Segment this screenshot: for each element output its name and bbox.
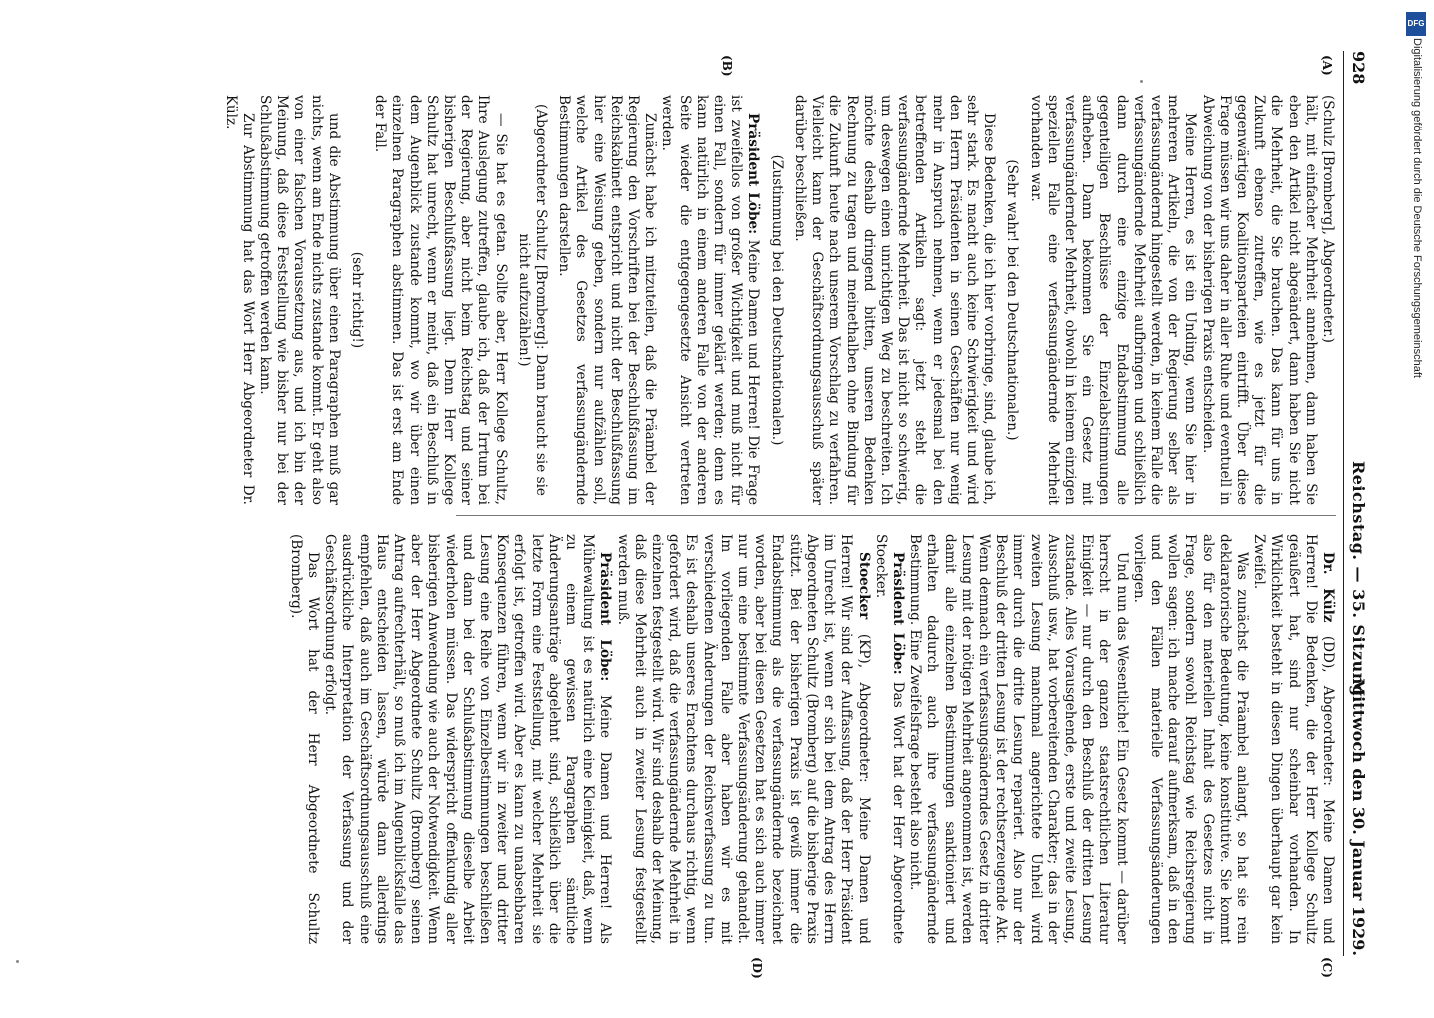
paragraph: Zur Abstimmung hat das Wort Herr Abgeordneter Dr. Külz. xyxy=(222,95,256,505)
paragraph: (Schulz [Bromberg], Abgeordneter.) xyxy=(1320,95,1336,343)
paragraph xyxy=(658,95,761,505)
paragraph xyxy=(872,534,906,944)
right-column xyxy=(287,534,1336,944)
speech-text: (KP), Abgeordneter: Meine Damen und Herren! Wir sind der Auffassung, daß der Herr Präsident im Unrecht ist, wenn er sich bei dem Antrag des Herrn Abgeordneten Schultz (Bromberg) auf die bisherige Praxis stützt. Bei der bisherigen Praxis ist gewiß immer die Endabstimmung als die verfassungändernde bezeichnet worden, aber bei diesen Gesetzen hat es sich auch immer nur um eine bestimmte Verfassungsänderung gehandelt. Im vorliegenden Falle aber haben wir es mit verschiedenen Änderungen der Reichsverfassung zu tun. Es ist deshalb unseres Erachtens durchaus richtig, wenn gefordert wird, daß die verfassungändernde Mehrheit in einzelnen festgestellt wird. Wir sind deshalb der Meinung, daß diese Mehrheit auch in zweiter Lesung festgestellt werden muß. xyxy=(614,534,872,944)
speaker-name: Stoecker xyxy=(855,552,872,620)
margin-letter-a: (A) xyxy=(1320,55,1334,76)
column-divider xyxy=(456,515,1336,516)
paragraph: hält, mit einfacher Mehrheit annehmen, dann haben Sie eben den Artikel nicht abgeändert, dann haben Sie nicht die Mehrheit, die Sie brauchen. Das kann für uns in Zukunft ebenso zutreffen, wie es jetzt für die gegenwärtigen Koalitionsparteien eintrifft. Über diese Frage müssen wir uns daher in aller Ruhe und eventuell in Abweichung von der bisherigen Praxis entscheiden. xyxy=(1199,95,1319,505)
side-credit xyxy=(1404,10,1430,990)
speaker-name: Präsident Löbe: xyxy=(745,113,762,235)
paragraph: und die Abstimmung über einen Paragraphen muß gar nichts, wenn am Ende nichts zustande kommt. Er geht also von einer falschen Voraussetzung aus, und ich bin der Meinung, daß diese Feststellung wie bisher nur bei der Schlußabstimmung getroffen werden kann. xyxy=(257,95,342,505)
margin-letter-d: (D) xyxy=(750,957,764,979)
interjection: (sehr richtig!) xyxy=(349,251,366,349)
speech-text: Meine Damen und Herren! Die Frage ist zweifellos von großer Wichtigkeit und muß nicht für einen Fall, sondern für immer geklärt werden; denn es kann natürlich in einem anderen Falle von der anderen Seite wieder die entgegengesetzte Ansicht vertreten werden. xyxy=(659,95,762,505)
page-header xyxy=(1343,51,1370,956)
paragraph xyxy=(613,534,871,944)
session-title: Reichstag. — 35. Sitzung. xyxy=(1349,461,1368,703)
speaker-name: Dr. Külz xyxy=(1320,552,1336,623)
dfg-logo: DFG xyxy=(1406,12,1426,36)
margin-letter-c: (C) xyxy=(1320,957,1334,978)
scan-speck xyxy=(1140,80,1143,83)
speech-text: Das Wort hat der Herr Abgeordnete Stoecker. xyxy=(872,534,906,944)
interjection: (Sehr wahr! bei den Deutschnationalen.) xyxy=(1004,159,1021,441)
page-number: 928 xyxy=(1349,51,1368,85)
paragraph: Diese Bedenken, die ich hier vorbringe, sind, glaube ich, sehr stark. Es macht auch keine Schwierigkeit und wird den Herrn Präsidenten in seinen Geschäften nur wenig mehr in Anspruch nehmen, wenn er jedesmal bei den betreffenden Artikeln sagt: jetzt steht die verfassungändernde Mehrheit. Das ist nicht so schwierig, um deswegen einen unrichtigen Weg zu beschreiten. Ich möchte deshalb dringend bitten, unseren Bedenken Rechnung zu tragen und meinethalben ohne Bindung für die Zukunft heute nach unserem Vorschlag zu verfahren. Vielleicht kann der Geschäftsordnungsausschuß später darüber beschließen. xyxy=(791,95,998,505)
speaker-name: Präsident Löbe: xyxy=(889,552,906,675)
margin-letter-b: (B) xyxy=(720,55,734,77)
session-date: Mittwoch den 30. Januar 1929. xyxy=(1349,678,1368,956)
left-column xyxy=(221,95,1336,505)
paragraph: Meine Herren, es ist ein Unding, wenn Sie hier in mehreren Artikeln, die von der Regierung selber als verfassungändernd hingestellt werden, in keinem Falle die verfassungändernde Mehrheit aufbringen und schließlich dann durch eine einzige Endabstimmung alle gegenteiligen Beschlüsse der Einzelabstimmungen aufheben. Dann bekommen Sie ein Gesetz mit verfassungändernder Mehrheit, obwohl in keinem einzigen speziellen Falle eine verfassungändernde Mehrheit vorhanden war. xyxy=(1027,95,1199,505)
paragraph: Und nun das Wesentliche! Ein Gesetz kommt — darüber herrscht in der ganzen staatsrechtlichen Literatur Einigkeit — nur durch den Beschluß der dritten Lesung zustande. Alles Vorausgehende, erste und zweite Lesung, Ausschuß usw., hat vorbereitenden Charakter; das in der zweiten Lesung manchmal angerichtete Unheil wird immer durch die dritte Lesung repariert. Also nur der Beschluß der dritten Lesung ist der rechtserzeugende Akt. Wenn demnach ein verfassungsänderndes Gesetz in dritter Lesung mit der nötigen Mehrheit angenommen ist, werden damit alle einzelnen Bestimmungen sanktioniert und erhalten dadurch auch ihre verfassungändernde Bestimmung. Eine Zweifelsfrage besteht also nicht. xyxy=(907,534,1130,944)
interjection: (Zustimmung bei den Deutschnationalen.) xyxy=(768,154,785,446)
paragraph xyxy=(1250,534,1336,944)
speaker-name: Präsident Löbe: xyxy=(597,552,614,682)
scan-speck xyxy=(16,960,19,963)
interjection: (Abgeordneter Schultz [Bromberg]: Dann braucht sie sie nicht aufzuzählen!) xyxy=(515,104,550,496)
paragraph xyxy=(321,534,613,944)
paragraph: Das Wort hat der Herr Abgeordnete Schultz (Bromberg). xyxy=(287,534,322,944)
paragraph: — Sie hat es getan. Sollte aber, Herr Kollege Schultz, Ihre Auslegung zutreffen, glaube ich, daß der Irrtum bei der Regierung, aber nicht beim Reichstag und seiner bisherigen Beschlußfassung liegt. Denn Herr Kollege Schultz hat unrecht, wenn er meint, daß ein Beschluß in dem Augenblick zustande kommt, wo wir über einen einzelnen Paragraphen abstimmen. Das ist erst am Ende der Fall. xyxy=(372,95,509,505)
funding-note: Digitalisierung gefördert durch die Deutsche Forschungsgemeinschaft xyxy=(1411,38,1423,378)
speech-text: (DD), Abgeordneter: Meine Damen und Herren! Die Bedenken, die der Herr Kollege Schultz geäußert hat, sind nur scheinbar vorhanden. In Wirklichkeit besteht in diesen Dingen überhaupt gar kein Zweifel. xyxy=(1251,534,1336,945)
speech-text: Meine Damen und Herren! Als Mühewaltung ist es natürlich eine Kleinigkeit, daß, wenn zu einem gewissen Paragraphen sämtliche Änderungsanträge abgelehnt sind, schließlich über die letzte Form eine Feststellung, mit welcher Mehrheit sie erfolgt ist, getroffen wird. Aber es kann zu unabsehbaren Konsequenzen führen, wenn wir in zweiter und dritter Lesung eine Reihe von Einzelbestimmungen beschließen und dann bei der Schlußabstimmung dieselbe Arbeit wiederholen müssen. Das widerspricht offenkundig aller bisherigen Anwendung wie auch der Notwendigkeit. Wenn aber der Herr Abgeordnete Schultz (Bromberg) seinen Antrag aufrechterhält, so muß ich im Augenblicksfalle das Haus entscheiden lassen, würde dann allerdings empfehlen, daß auch im Geschäftsordnungsausschuß eine ausdrückliche Interpretation der Verfassung und der Geschäftsordnung erfolgt. xyxy=(322,534,614,945)
paragraph: Was zunächst die Präambel anlangt, so hat sie rein deklaratorische Bedeutung, keine konstitutive. Sie kommt also für den materiellen Inhalt des Gesetzes nicht in Frage, sondern sowohl Reichstag wie Reichsregierung wollen sagen: ich mache darauf aufmerksam, daß in den und den Fällen materielle Verfassungsänderungen vorliegen. xyxy=(1130,534,1250,944)
paragraph: Zunächst habe ich mitzuteilen, daß die Präambel der Regierung den Vorschriften bei der Beschlußfassung im Reichskabinett entspricht und nicht der Beschlußfassung hier eine Weisung geben, sondern nur aufzählen soll, welche Artikel des Gesetzes verfassungändernde Bestimmungen darstellen. xyxy=(556,95,659,505)
